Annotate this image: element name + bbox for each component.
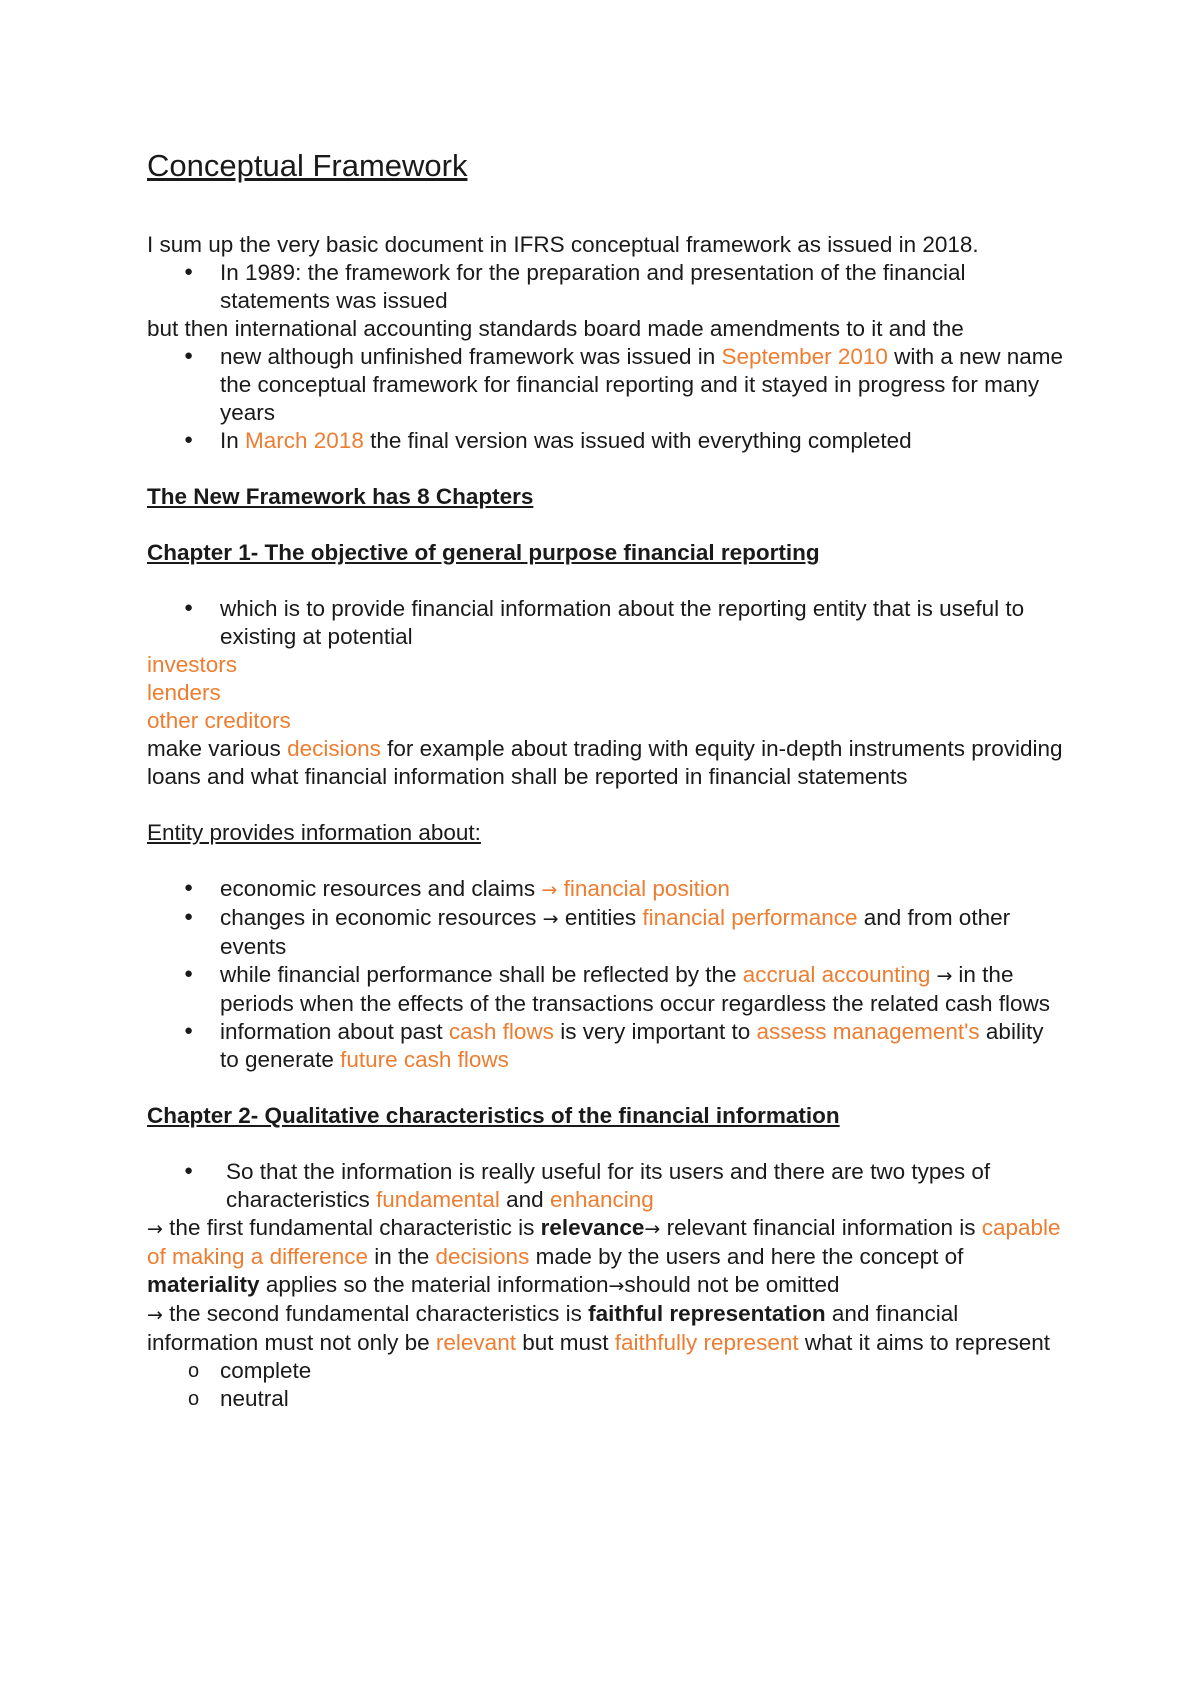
list-item: ● So that the information is really useful for its users and there are two types of characteristics fundamental and enhancing xyxy=(147,1158,1067,1214)
arrow-icon: → xyxy=(930,965,959,987)
list-item: ● In 1989: the framework for the preparation and presentation of the financial statements was issued xyxy=(147,259,1067,315)
highlight: September 2010 xyxy=(721,344,888,369)
sub-list xyxy=(147,1357,1067,1413)
chapter-2-heading: Chapter 2- Qualitative characteristics of the financial information xyxy=(147,1103,840,1128)
arrow-icon: → xyxy=(608,1275,625,1297)
chapter-1-list xyxy=(147,595,1067,651)
user-investors: investors xyxy=(147,652,238,677)
list-item: ● while financial performance shall be reflected by the accrual accounting → in the periods when the effects of the transactions occur regardless the related cash flows xyxy=(147,961,1067,1018)
list-item: o neutral xyxy=(147,1385,1067,1413)
arrow-icon: → xyxy=(147,1218,163,1240)
list-item: ● changes in economic resources → entities financial performance and from other events xyxy=(147,904,1067,961)
document-page xyxy=(147,146,1067,1413)
list-item: ● In March 2018 the final version was issued with everything completed xyxy=(147,427,1067,455)
chapter-2-list xyxy=(147,1158,1067,1214)
entity-list xyxy=(147,875,1067,1074)
list-item: ● which is to provide financial information about the reporting entity that is useful to existing at potential xyxy=(147,595,1067,651)
paragraph: but then international accounting standards board made amendments to it and the xyxy=(147,316,964,341)
list-item: ● new although unfinished framework was issued in September 2010 with a new name the conceptual framework for financial reporting and it stayed in progress for many years xyxy=(147,343,1067,427)
arrow-icon: → xyxy=(147,1304,163,1326)
chapter-1-heading: Chapter 1- The objective of general purpose financial reporting xyxy=(147,540,820,565)
highlight: March 2018 xyxy=(245,428,364,453)
entity-heading: Entity provides information about: xyxy=(147,820,481,845)
arrow-icon: → xyxy=(541,879,558,901)
arrow-icon: → xyxy=(542,908,559,930)
history-list-2 xyxy=(147,343,1067,455)
relevance-paragraph: → the first fundamental characteristic is relevance→ relevant financial information is capable of making a difference in the decisions made by the users and here the concept of materiality applies so the material information→should not be omitted xyxy=(147,1215,1061,1297)
list-item: ● information about past cash flows is very important to assess management's ability to generate future cash flows xyxy=(147,1018,1067,1074)
user-lenders: lenders xyxy=(147,680,221,705)
paragraph: make various decisions for example about trading with equity in-depth instruments providing loans and what financial information shall be reported in financial statements xyxy=(147,736,1063,789)
list-item: ● economic resources and claims → financial position xyxy=(147,875,1067,904)
list-item: o complete xyxy=(147,1357,1067,1385)
intro-paragraph: I sum up the very basic document in IFRS conceptual framework as issued in 2018. xyxy=(147,232,979,257)
history-list xyxy=(147,259,1067,315)
section-heading: The New Framework has 8 Chapters xyxy=(147,484,534,509)
user-other-creditors: other creditors xyxy=(147,708,291,733)
arrow-icon: → xyxy=(644,1218,661,1240)
faithful-representation-paragraph: → the second fundamental characteristics is faithful representation and financial information must not only be relevant but must faithfully represent what it aims to represent xyxy=(147,1301,1050,1355)
page-title: Conceptual Framework xyxy=(147,148,468,183)
